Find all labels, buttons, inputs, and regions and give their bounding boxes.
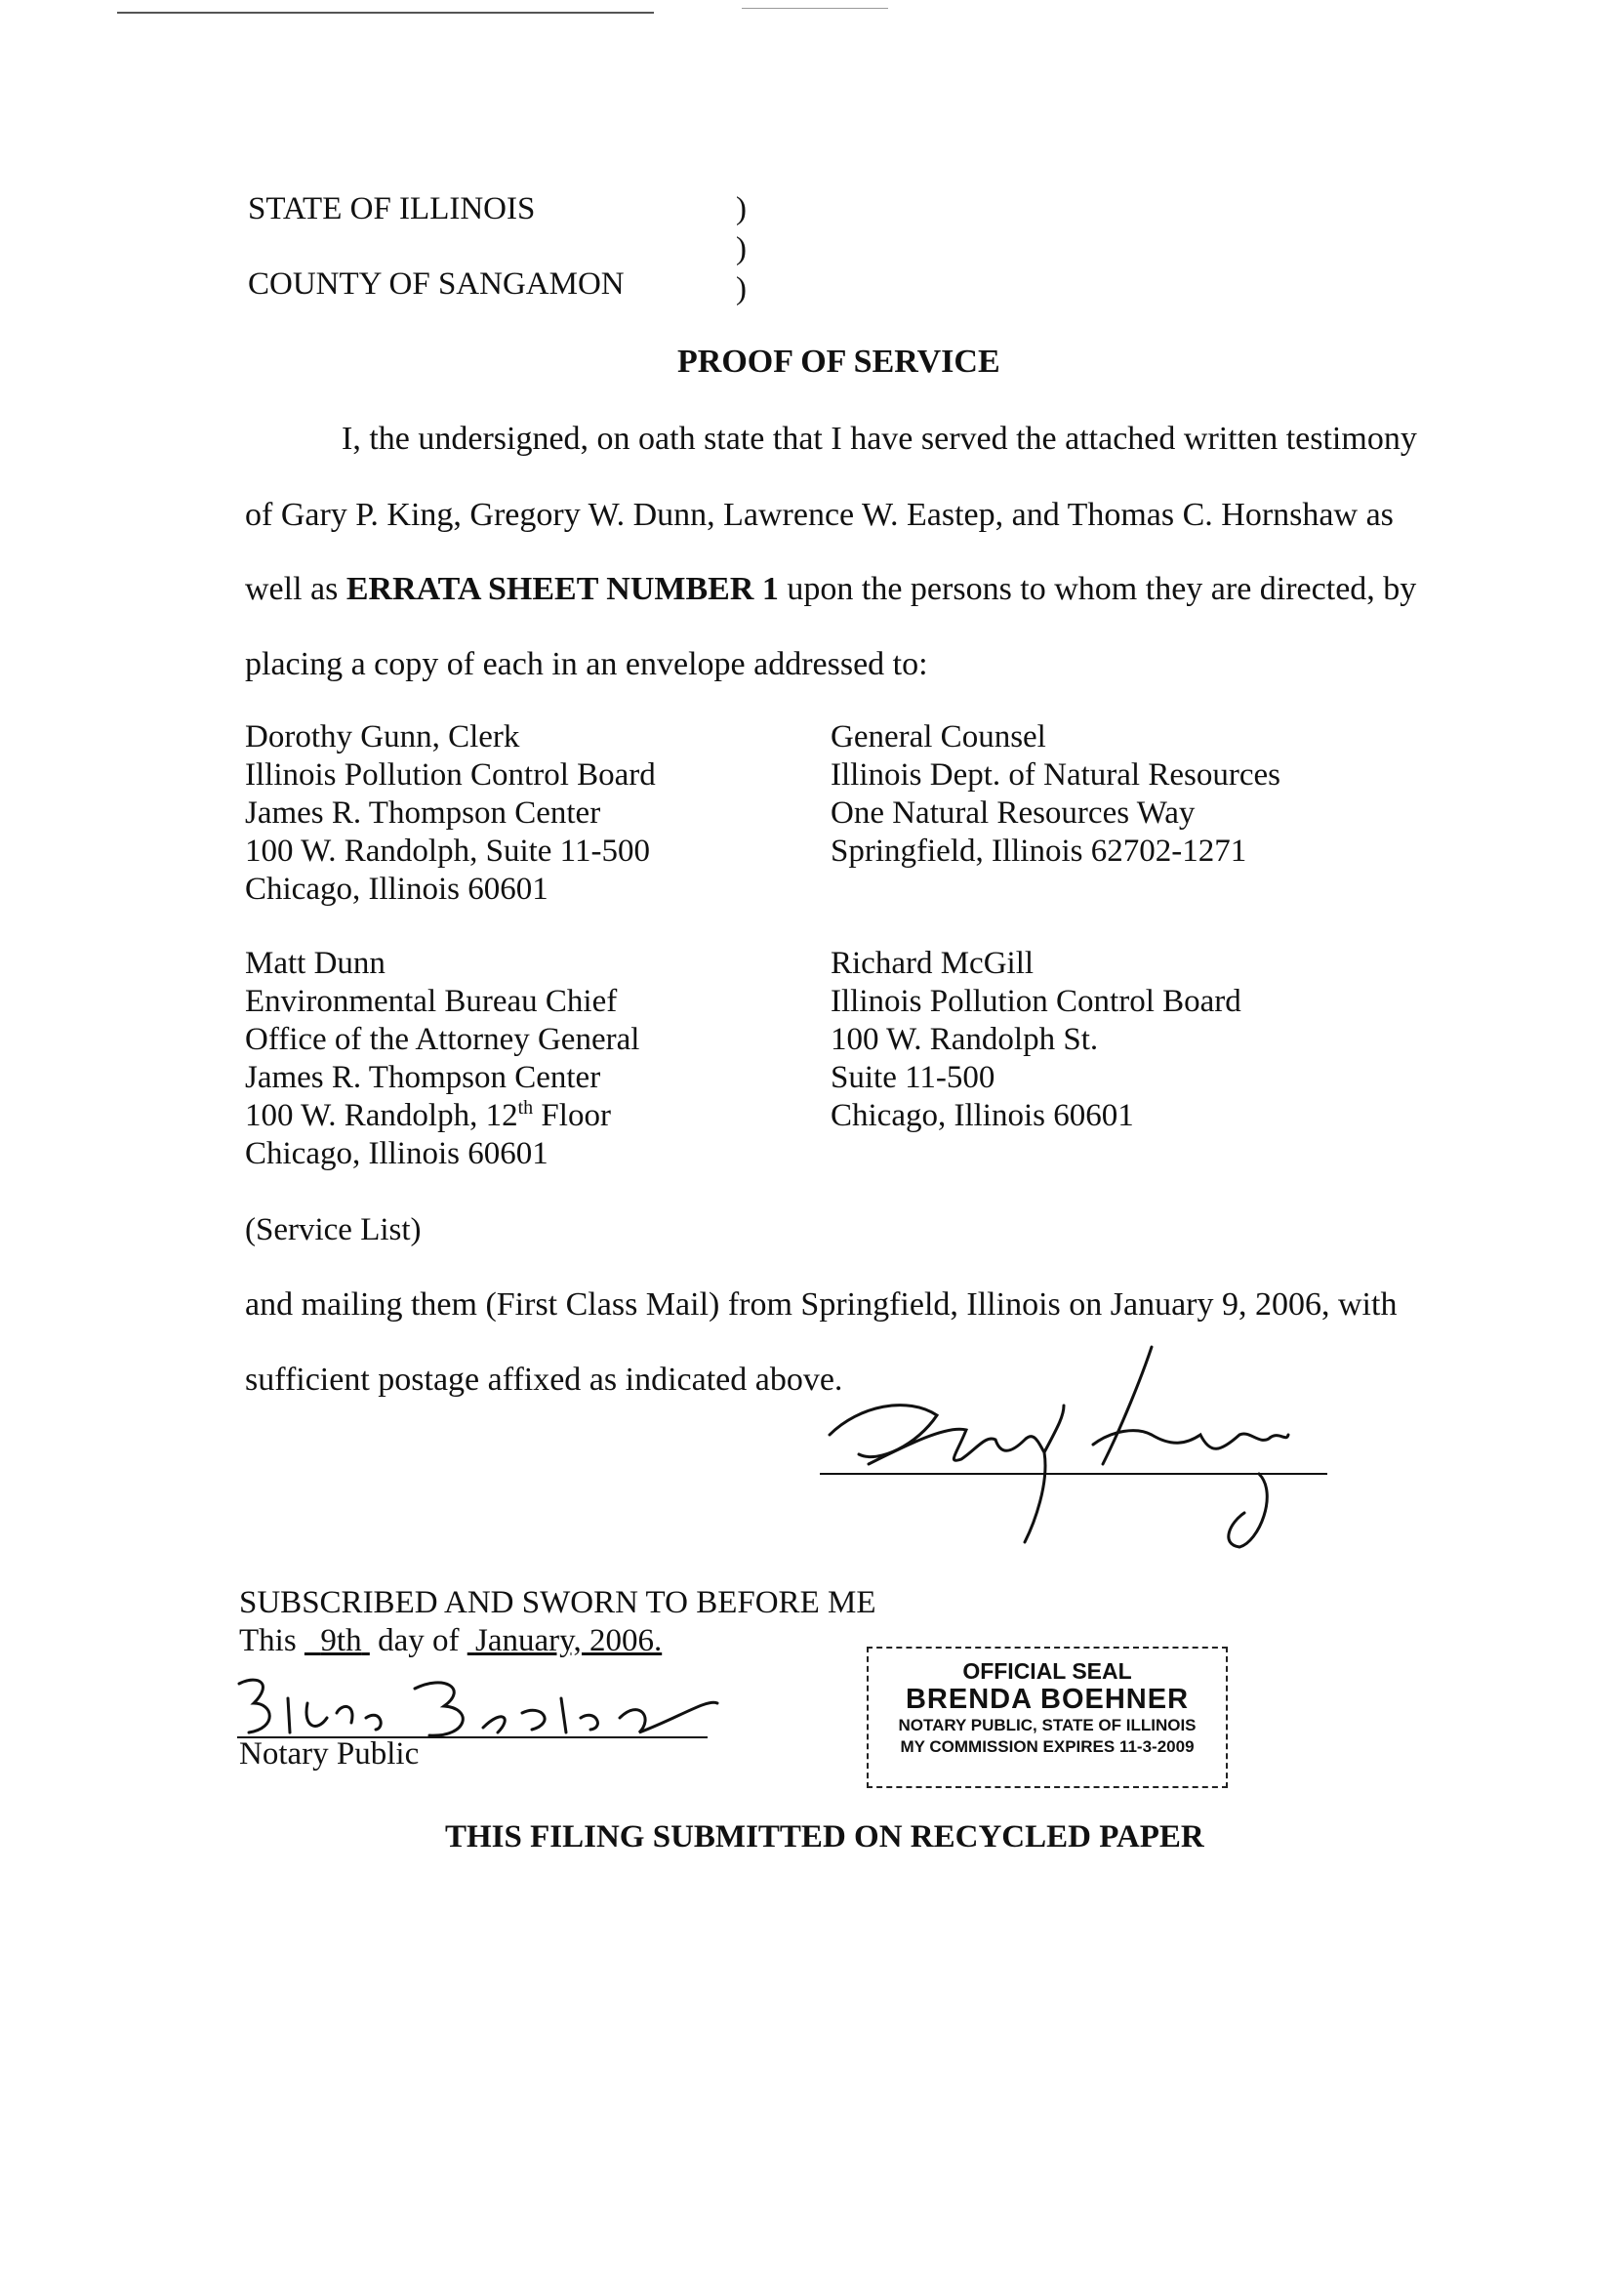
superscript: th: [517, 1097, 534, 1119]
address-line: Dorothy Gunn, Clerk: [245, 719, 520, 754]
body-line: of Gary P. King, Gregory W. Dunn, Lawrence W. Eastep, and Thomas C. Hornshaw as: [245, 497, 1394, 533]
mailing-line: and mailing them (First Class Mail) from Springfield, Illinois on January 9, 2006, with: [245, 1286, 1398, 1323]
scan-artifact-line: [742, 8, 888, 9]
jurat-day-text: 9th: [320, 1623, 362, 1658]
jurat-heading: SUBSCRIBED AND SWORN TO BEFORE ME: [239, 1585, 876, 1620]
caption-paren: ): [736, 231, 747, 266]
caption-state: STATE OF ILLINOIS: [248, 191, 536, 226]
address-text: Floor: [533, 1098, 611, 1133]
address-line: Richard McGill: [831, 946, 1035, 981]
jurat-day-of: day of: [378, 1623, 460, 1658]
address-line: Suite 11-500: [831, 1060, 995, 1095]
address-line: Environmental Bureau Chief: [245, 984, 618, 1019]
caption-county: COUNTY OF SANGAMON: [248, 266, 625, 302]
recipient-address: [831, 945, 1241, 1135]
recipient-address: [245, 718, 656, 909]
address-line: One Natural Resources Way: [831, 795, 1196, 831]
address-line: Illinois Dept. of Natural Resources: [831, 757, 1280, 793]
address-line: General Counsel: [831, 719, 1046, 754]
jurat-month-year: [467, 1623, 662, 1658]
notary-public-label: Notary Public: [239, 1736, 420, 1772]
jurat-month-text: January, 2006.: [474, 1623, 663, 1658]
address-line: Illinois Pollution Control Board: [831, 984, 1241, 1019]
jurat-day-value: [304, 1623, 370, 1658]
address-line: Springfield, Illinois 62702-1271: [831, 834, 1247, 869]
address-line: Chicago, Illinois 60601: [245, 872, 548, 907]
affiant-signature: [800, 1337, 1327, 1571]
address-line: James R. Thompson Center: [245, 795, 601, 831]
address-line: Chicago, Illinois 60601: [245, 1136, 548, 1171]
errata-sheet-label: ERRATA SHEET NUMBER 1: [345, 571, 779, 607]
seal-name: BRENDA BOEHNER: [905, 1684, 1190, 1715]
body-text: upon the persons to whom they are directed, by: [778, 571, 1417, 607]
seal-title: OFFICIAL SEAL: [962, 1658, 1132, 1684]
page-title: PROOF OF SERVICE: [677, 344, 1000, 380]
body-line: I, the undersigned, on oath state that I have served the attached written testimony: [342, 421, 1417, 457]
address-line: Matt Dunn: [245, 946, 386, 981]
address-line: Illinois Pollution Control Board: [245, 757, 656, 793]
body-line: placing a copy of each in an envelope addressed to:: [245, 646, 928, 682]
address-text: 100 W. Randolph, 12: [245, 1098, 518, 1133]
address-line: [245, 1097, 639, 1135]
notary-seal: [867, 1647, 1228, 1788]
body-line: [245, 571, 1416, 608]
recipient-address: [245, 945, 639, 1173]
footer-recycled-paper: THIS FILING SUBMITTED ON RECYCLED PAPER: [445, 1819, 1204, 1854]
address-line: Office of the Attorney General: [245, 1022, 640, 1057]
address-line: 100 W. Randolph St.: [831, 1022, 1099, 1057]
recipient-address: [831, 718, 1280, 871]
scan-artifact-line: [117, 12, 654, 14]
address-line: Chicago, Illinois 60601: [831, 1098, 1134, 1133]
caption-paren: ): [736, 191, 747, 226]
seal-commission: MY COMMISSION EXPIRES 11-3-2009: [900, 1737, 1195, 1756]
address-line: 100 W. Randolph, Suite 11-500: [245, 834, 650, 869]
address-line: James R. Thompson Center: [245, 1060, 601, 1095]
mailing-line: sufficient postage affixed as indicated above.: [245, 1362, 843, 1398]
jurat-this: This: [239, 1623, 297, 1658]
jurat-date-line: [239, 1621, 662, 1660]
caption-paren: ): [736, 271, 747, 306]
seal-notary-public: NOTARY PUBLIC, STATE OF ILLINOIS: [898, 1716, 1197, 1734]
body-text: well as: [245, 571, 346, 607]
service-list-note: (Service List): [245, 1212, 422, 1247]
